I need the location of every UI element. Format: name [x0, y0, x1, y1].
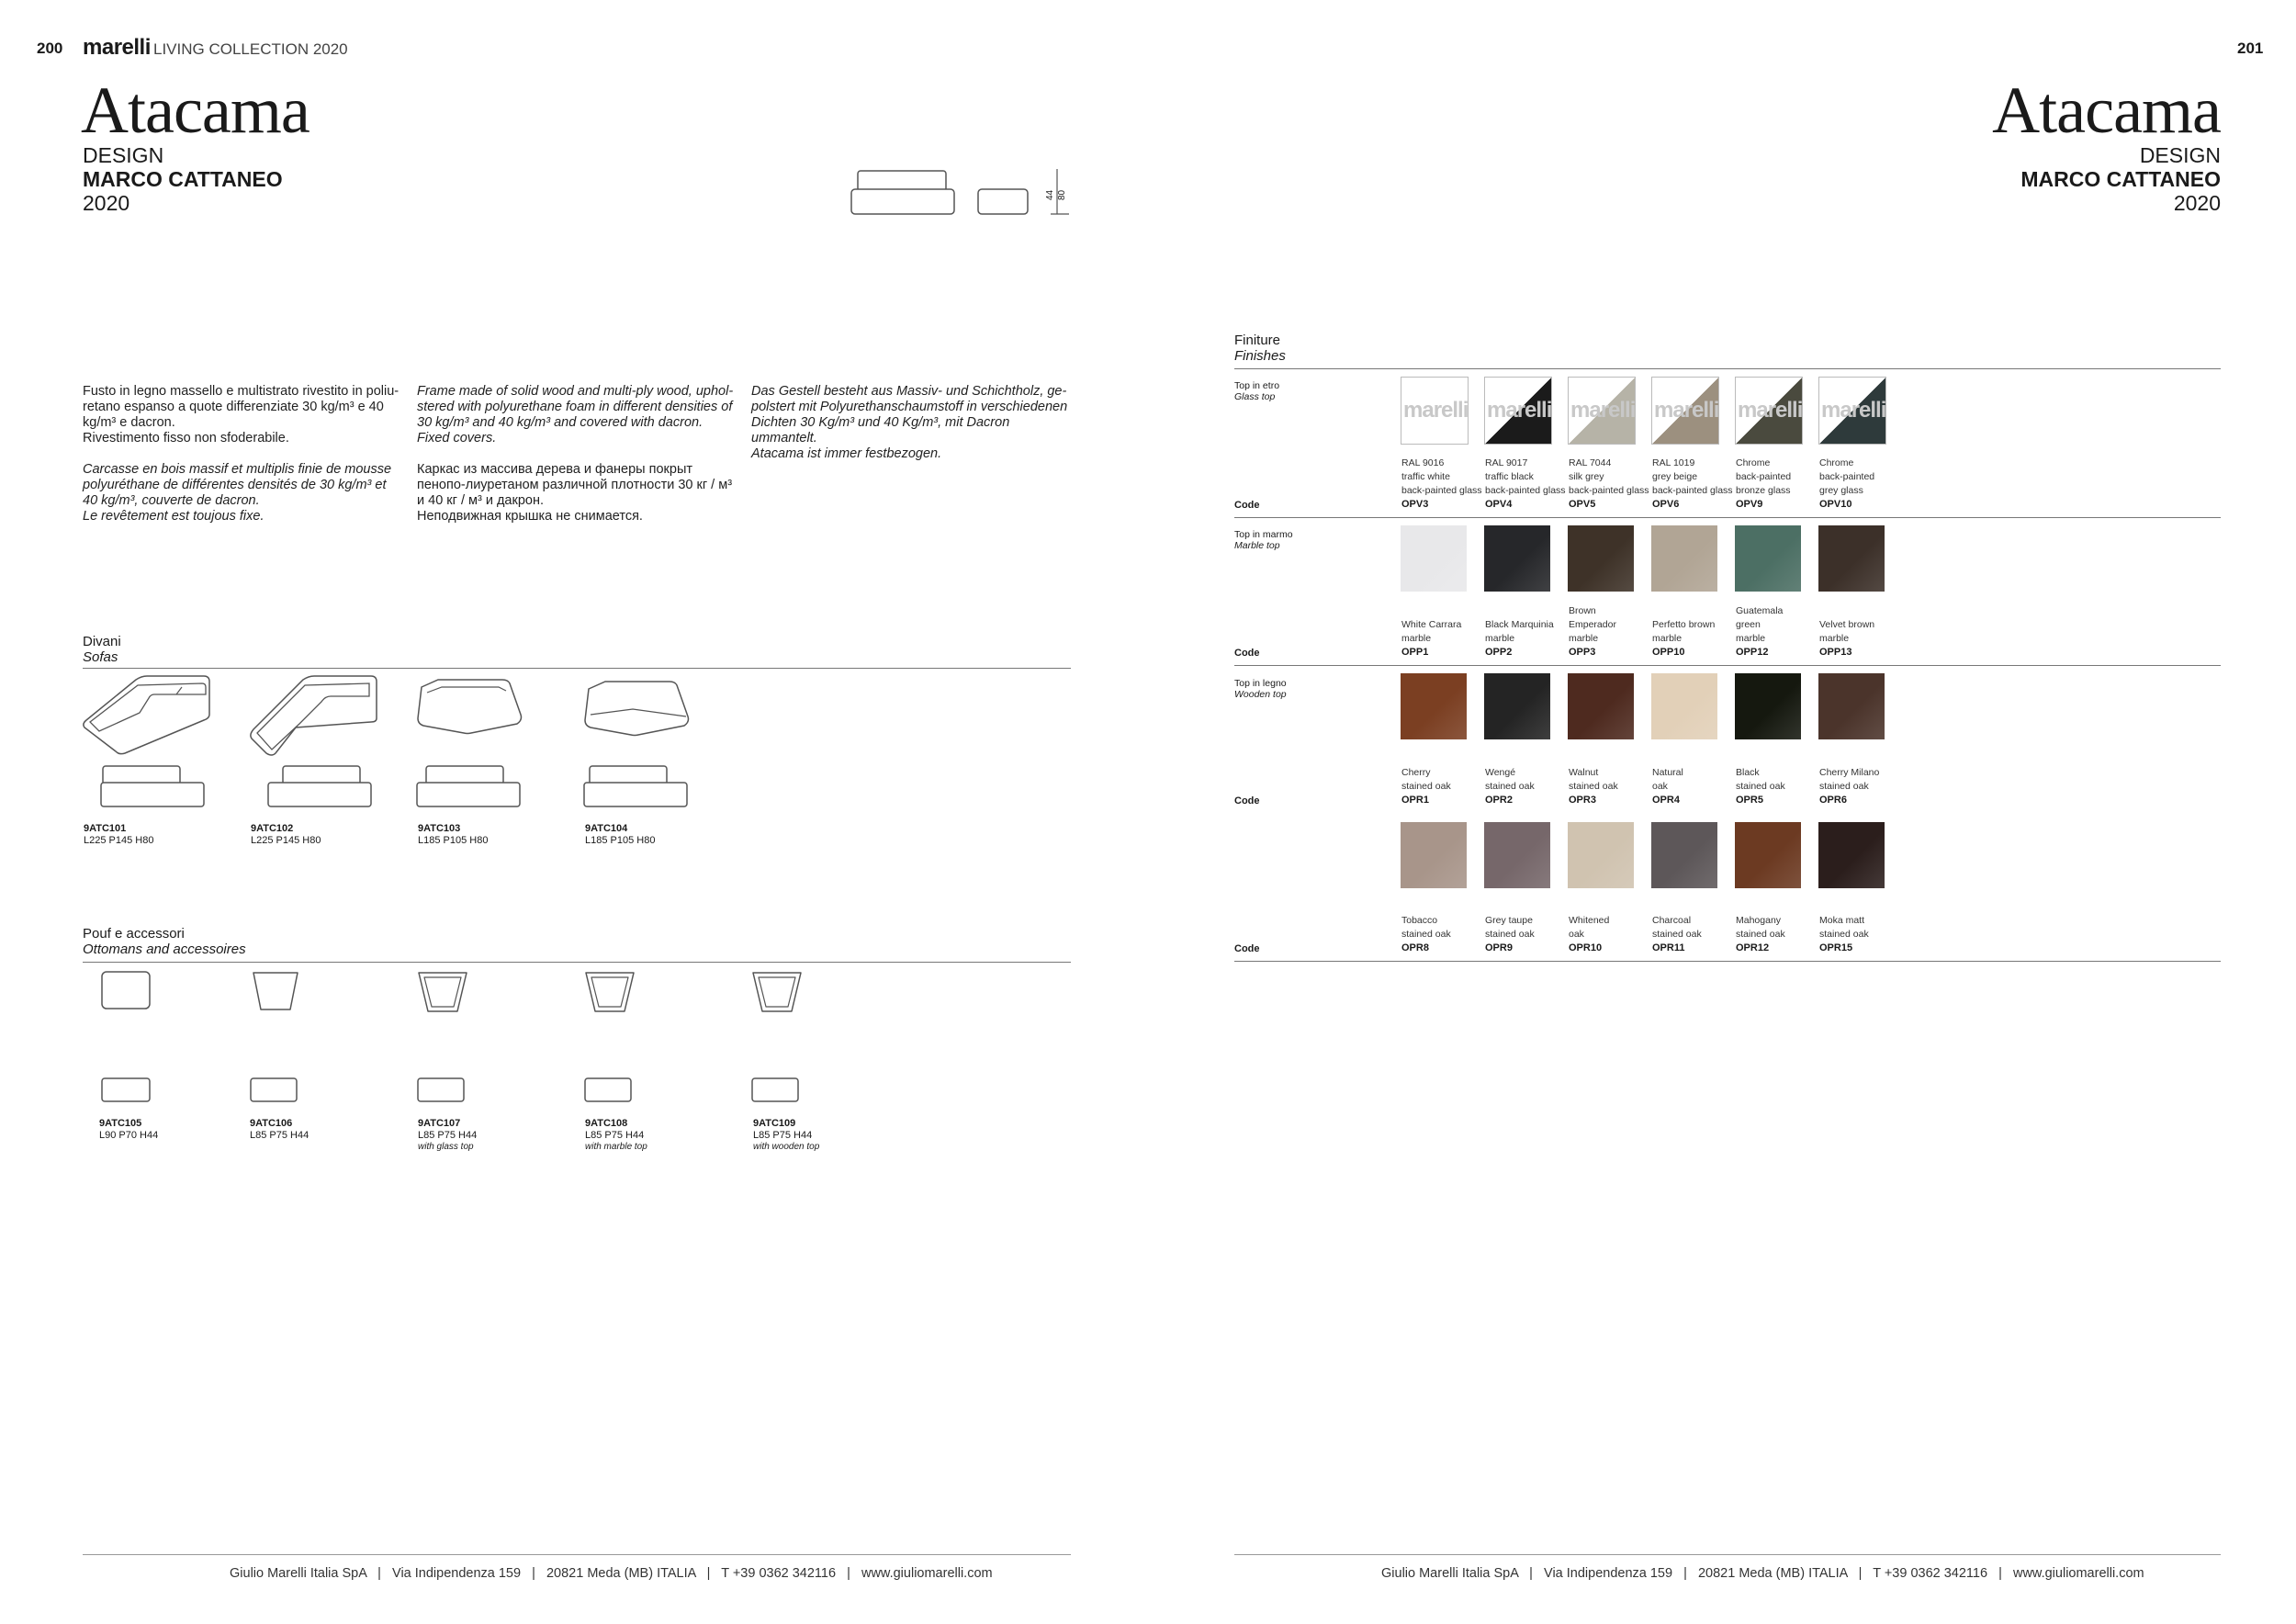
glass-finish-label	[1401, 457, 1493, 498]
product-code: 9ATC108	[585, 1118, 628, 1129]
marble-finish-code: OPP12	[1736, 647, 1769, 658]
sofa-9atc102-front-icon	[268, 764, 374, 810]
swatch-logo-text: marelli	[1403, 398, 1469, 423]
ottoman-item-105	[99, 1118, 158, 1142]
finishes-title: Finiture	[1234, 333, 1281, 348]
finish-label-line: Chrome	[1819, 457, 1854, 468]
finish-label-line: grey beige	[1652, 471, 1698, 482]
ottoman-9atc107-top-icon	[417, 971, 468, 1013]
wood-code-label: Code	[1234, 795, 1260, 806]
glass-swatch-opv10	[1818, 377, 1886, 445]
ottoman-item-107	[418, 1118, 477, 1153]
swatch-logo-text: marelli	[1487, 398, 1552, 423]
wood-finish-code: OPR5	[1736, 795, 1763, 806]
product-code: 9ATC106	[250, 1118, 293, 1129]
finish-label-line: back-painted glass	[1401, 485, 1482, 496]
desc-fr-1: Carcasse en bois massif et multiplis finie de mousse polyuréthane de différentes densités de 30 kg/m³ et 40 kg/m³, couverte de dacron.	[83, 462, 392, 508]
wood2-swatch-opr9	[1484, 822, 1550, 888]
glass-finish-code: OPV10	[1819, 499, 1852, 510]
finish-label-line: Tobacco	[1401, 915, 1438, 926]
sofa-item-102	[251, 823, 321, 847]
wood2-finish-label	[1736, 914, 1828, 942]
wood2-finish-label	[1652, 914, 1744, 942]
page-number-right: 201	[2237, 39, 2264, 57]
wood2-finish-code: OPR10	[1569, 942, 1603, 953]
finish-label-line: stained oak	[1569, 781, 1618, 792]
finish-label-line: RAL 1019	[1652, 457, 1695, 468]
finish-label-line: stained oak	[1819, 781, 1869, 792]
glass-finish-label	[1736, 457, 1828, 498]
wood2-rule	[1234, 961, 2221, 962]
wood-swatch-opr4	[1651, 673, 1717, 739]
finish-label-line: Walnut	[1569, 767, 1599, 778]
wood-swatch-opr2	[1484, 673, 1550, 739]
finish-label-line: back-painted glass	[1652, 485, 1733, 496]
finish-label-line: Velvet brown	[1819, 619, 1875, 630]
brand-logo: marelli	[83, 35, 151, 60]
finish-label-line: RAL 9017	[1485, 457, 1528, 468]
product-code: 9ATC101	[84, 823, 127, 834]
finish-label-line: green	[1736, 619, 1761, 630]
ottomans-title: Pouf e accessori	[83, 926, 185, 942]
wood-finish-code: OPR2	[1485, 795, 1513, 806]
wood2-finish-label	[1485, 914, 1577, 942]
ottoman-9atc105-front-icon	[101, 1077, 152, 1105]
wood-row-sublabel: Wooden top	[1234, 689, 1287, 700]
wood2-finish-label	[1401, 914, 1493, 942]
swatch-logo-text: marelli	[1738, 398, 1803, 423]
marble-swatch-opp13	[1818, 525, 1885, 592]
finish-label-line: Natural	[1652, 767, 1683, 778]
ottoman-9atc105-top-icon	[101, 971, 152, 1011]
finish-label-line: stained oak	[1652, 929, 1702, 940]
wood2-finish-code: OPR11	[1652, 942, 1685, 953]
marble-swatch-opp2	[1484, 525, 1550, 592]
finish-label-line: RAL 7044	[1569, 457, 1612, 468]
wood2-finish-code: OPR12	[1736, 942, 1770, 953]
wood2-swatch-opr12	[1735, 822, 1801, 888]
wood2-swatch-opr8	[1401, 822, 1467, 888]
glass-finish-code: OPV5	[1569, 499, 1596, 510]
desc-de-1: Das Gestell besteht aus Massiv- und Schichtholz, ge-polstert mit Polyurethanschaumstoff in verschiedenen Dichten 30 Kg/m³ und 40 Kg/m³, mit Dacron ummantelt.	[751, 384, 1068, 445]
finish-label-line: Grey taupe	[1485, 915, 1533, 926]
year-left: 2020	[83, 191, 130, 215]
marble-swatch-opp1	[1401, 525, 1467, 592]
finish-label-line: marble	[1652, 633, 1683, 644]
desc-en-1: Frame made of solid wood and multi-ply wood, uphol-stered with polyurethane foam in different densities of 30 kg/m³ and 40 kg/m³ and covered with dacron.	[417, 384, 734, 430]
finishes-subtitle: Finishes	[1234, 348, 1286, 364]
finish-label-line: oak	[1569, 929, 1584, 940]
glass-swatch-opv5	[1568, 377, 1636, 445]
product-dims: L225 P145 H80	[251, 835, 321, 846]
product-code: 9ATC109	[753, 1118, 796, 1129]
ottoman-9atc106-front-icon	[250, 1077, 301, 1105]
finish-label-line: RAL 9016	[1401, 457, 1445, 468]
sofa-item-103	[418, 823, 488, 847]
wood2-swatch-opr15	[1818, 822, 1885, 888]
ottoman-9atc106-top-icon	[250, 971, 301, 1013]
wood-finish-label	[1485, 766, 1577, 794]
designer-name-right: MARCO CATTANEO	[2020, 167, 2221, 191]
ottoman-item-109	[753, 1118, 819, 1153]
finish-label-line: Mahogany	[1736, 915, 1782, 926]
finish-label-line: stained oak	[1401, 781, 1451, 792]
finish-label-line: oak	[1652, 781, 1668, 792]
product-dims: L85 P75 H44	[418, 1130, 478, 1141]
finish-label-line: traffic black	[1485, 471, 1534, 482]
sofa-9atc103-top-icon	[416, 678, 524, 737]
glass-finish-label	[1485, 457, 1577, 498]
finish-label-line: Black Marquinia	[1485, 619, 1554, 630]
glass-swatch-opv3	[1401, 377, 1469, 445]
wood2-swatch-opr11	[1651, 822, 1717, 888]
wood-swatch-opr3	[1568, 673, 1634, 739]
finish-label-line: Perfetto brown	[1652, 619, 1716, 630]
ottoman-9atc108-front-icon	[584, 1077, 636, 1105]
ottoman-item-108	[585, 1118, 647, 1153]
product-dims: L185 P105 H80	[585, 835, 656, 846]
finish-label-line: Wengé	[1485, 767, 1516, 778]
wood-finish-label	[1736, 766, 1828, 794]
wood-finish-code: OPR6	[1819, 795, 1847, 806]
glass-swatch-opv9	[1735, 377, 1803, 445]
sofas-title: Divani	[83, 634, 121, 649]
finish-label-line: silk grey	[1569, 471, 1604, 482]
marble-finish-label	[1569, 604, 1660, 646]
marble-finish-label	[1485, 618, 1577, 646]
design-label-left: DESIGN	[83, 143, 164, 167]
ottoman-9atc109-front-icon	[751, 1077, 803, 1105]
product-dims: L85 P75 H44	[250, 1130, 310, 1141]
footer-right: Giulio Marelli Italia SpA | Via Indipendenza 159 | 20821 Meda (MB) ITALIA | T +39 0362 342116 | www.giuliomarelli.com	[1381, 1566, 2144, 1581]
desc-ru-2: Неподвижная крышка не снимается.	[417, 509, 643, 524]
desc-de-2: Atacama ist immer festbezogen.	[751, 446, 942, 461]
wood-swatch-opr5	[1735, 673, 1801, 739]
description-it-fr	[83, 384, 404, 540]
collection-name: LIVING COLLECTION 2020	[153, 40, 348, 58]
design-label-right: DESIGN	[2139, 143, 2221, 167]
desc-ru-1: Каркас из массива дерева и фанеры покрыт пенопо-лиуретаном различной плотности 30 кг / м³ и 40 кг / м³ и дакрон.	[417, 462, 733, 508]
sofa-9atc101-front-icon	[101, 764, 207, 810]
finish-label-line: marble	[1736, 633, 1766, 644]
finish-label-line: bronze glass	[1736, 485, 1791, 496]
glass-finish-code: OPV9	[1736, 499, 1763, 510]
wood2-finish-label	[1569, 914, 1660, 942]
finish-label-line: Chrome	[1736, 457, 1771, 468]
marble-code-label: Code	[1234, 648, 1260, 659]
dim-height-80: 80	[1057, 189, 1067, 200]
finish-label-line: grey glass	[1819, 485, 1863, 496]
product-note: with glass top	[418, 1142, 474, 1152]
wood-row-label: Top in legno	[1234, 678, 1287, 689]
wood2-finish-code: OPR8	[1401, 942, 1429, 953]
product-dims: L85 P75 H44	[753, 1130, 813, 1141]
finish-label-line: Whitened	[1569, 915, 1610, 926]
finish-label-line: stained oak	[1736, 781, 1785, 792]
finish-label-line: Cherry Milano	[1819, 767, 1880, 778]
finish-label-line: Black	[1736, 767, 1760, 778]
product-code: 9ATC105	[99, 1118, 142, 1129]
ottoman-item-106	[250, 1118, 309, 1142]
finish-label-line: Brown	[1569, 605, 1596, 616]
finish-label-line: stained oak	[1736, 929, 1785, 940]
product-title-left: Atacama	[81, 73, 310, 147]
finish-label-line: back-painted	[1819, 471, 1875, 482]
finish-label-line: stained oak	[1485, 929, 1535, 940]
sofas-subtitle: Sofas	[83, 649, 118, 665]
swatch-logo-text: marelli	[1654, 398, 1719, 423]
sofa-9atc104-front-icon	[584, 764, 690, 810]
glass-rule	[1234, 517, 2221, 518]
marble-swatch-opp10	[1651, 525, 1717, 592]
product-code: 9ATC107	[418, 1118, 461, 1129]
finish-label-line: traffic white	[1401, 471, 1450, 482]
marble-swatch-opp12	[1735, 525, 1801, 592]
finish-label-line: marble	[1401, 633, 1432, 644]
marble-finish-label	[1819, 618, 1911, 646]
finish-label-line: back-painted glass	[1485, 485, 1566, 496]
marble-finish-label	[1736, 604, 1828, 646]
marble-finish-code: OPP2	[1485, 647, 1513, 658]
marble-finish-code: OPP1	[1401, 647, 1429, 658]
wood-finish-label	[1819, 766, 1911, 794]
finish-label-line: back-painted	[1736, 471, 1792, 482]
dim-height-44: 44	[1045, 189, 1055, 200]
product-code: 9ATC102	[251, 823, 294, 834]
glass-finish-label	[1652, 457, 1744, 498]
marble-row-label: Top in marmo	[1234, 529, 1293, 540]
glass-finish-label	[1569, 457, 1660, 498]
finish-label-line: Emperador	[1569, 619, 1616, 630]
finish-label-line: stained oak	[1485, 781, 1535, 792]
finish-label-line: stained oak	[1401, 929, 1451, 940]
marble-finish-code: OPP10	[1652, 647, 1685, 658]
ottomans-subtitle: Ottomans and accessoires	[83, 942, 246, 957]
wood-finish-label	[1401, 766, 1493, 794]
sofa-item-104	[585, 823, 655, 847]
finish-label-line: Charcoal	[1652, 915, 1692, 926]
finish-label-line: White Carrara	[1401, 619, 1462, 630]
product-dims: L85 P75 H44	[585, 1130, 645, 1141]
finish-label-line: Cherry	[1401, 767, 1431, 778]
wood2-swatch-opr10	[1568, 822, 1634, 888]
product-dims: L225 P145 H80	[84, 835, 154, 846]
glass-finish-code: OPV6	[1652, 499, 1680, 510]
wood-finish-code: OPR3	[1569, 795, 1596, 806]
product-code: 9ATC104	[585, 823, 628, 834]
glass-code-label: Code	[1234, 500, 1260, 511]
marble-finish-label	[1401, 618, 1493, 646]
wood-finish-label	[1569, 766, 1660, 794]
sofa-9atc103-front-icon	[417, 764, 523, 810]
glass-row-label: Top in etro	[1234, 380, 1280, 391]
finish-label-line: Guatemala	[1736, 605, 1784, 616]
footer-rule-left	[83, 1554, 1071, 1555]
glass-finish-code: OPV3	[1401, 499, 1429, 510]
footer-left: Giulio Marelli Italia SpA | Via Indipendenza 159 | 20821 Meda (MB) ITALIA | T +39 0362 342116 | www.giuliomarelli.com	[230, 1566, 993, 1581]
sofa-item-101	[84, 823, 153, 847]
product-code: 9ATC103	[418, 823, 461, 834]
sofas-rule	[83, 668, 1071, 669]
ottomans-rule	[83, 962, 1071, 963]
finish-label-line: marble	[1819, 633, 1850, 644]
sofa-9atc104-top-icon	[583, 680, 692, 739]
wood2-finish-label	[1819, 914, 1911, 942]
product-dims: L185 P105 H80	[418, 835, 489, 846]
swatch-logo-text: marelli	[1570, 398, 1636, 423]
product-note: with wooden top	[753, 1142, 820, 1152]
product-dims: L90 P70 H44	[99, 1130, 159, 1141]
desc-it-2: Rivestimento fisso non sfoderabile.	[83, 431, 289, 445]
glass-finish-code: OPV4	[1485, 499, 1513, 510]
glass-swatch-opv4	[1484, 377, 1552, 445]
wood2-finish-code: OPR15	[1819, 942, 1853, 953]
page-number-left: 200	[37, 39, 63, 57]
marble-finish-label	[1652, 618, 1744, 646]
designer-name-left: MARCO CATTANEO	[83, 167, 283, 191]
product-note: with marble top	[585, 1142, 647, 1152]
desc-it-1: Fusto in legno massello e multistrato rivestito in poliu-retano espanso a quote differenziate 30 kg/m³ e 40 kg/m³ e dacron.	[83, 384, 400, 430]
sofa-9atc102-top-icon	[248, 674, 381, 757]
desc-en-2: Fixed covers.	[417, 431, 497, 445]
wood-finish-label	[1652, 766, 1744, 794]
footer-rule-right	[1234, 1554, 2221, 1555]
finish-label-line: back-painted glass	[1569, 485, 1649, 496]
finish-label-line: marble	[1569, 633, 1599, 644]
glass-swatch-opv6	[1651, 377, 1719, 445]
description-en-ru	[417, 384, 738, 540]
glass-finish-label	[1819, 457, 1911, 498]
sofa-9atc101-top-icon	[81, 674, 214, 757]
marble-swatch-opp3	[1568, 525, 1634, 592]
ottoman-9atc107-front-icon	[417, 1077, 468, 1105]
ottoman-9atc109-top-icon	[751, 971, 803, 1013]
finish-label-line: Moka matt	[1819, 915, 1865, 926]
marble-rule	[1234, 665, 2221, 666]
wood-finish-code: OPR1	[1401, 795, 1429, 806]
finishes-rule	[1234, 368, 2221, 369]
marble-finish-code: OPP13	[1819, 647, 1852, 658]
ottoman-9atc108-top-icon	[584, 971, 636, 1013]
finish-label-line: stained oak	[1819, 929, 1869, 940]
wood-swatch-opr6	[1818, 673, 1885, 739]
wood-finish-code: OPR4	[1652, 795, 1680, 806]
swatch-logo-text: marelli	[1821, 398, 1886, 423]
finish-label-line: marble	[1485, 633, 1515, 644]
wood2-finish-code: OPR9	[1485, 942, 1513, 953]
product-title-right: Atacama	[1992, 73, 2221, 147]
description-de	[751, 384, 1073, 478]
year-right: 2020	[2173, 191, 2221, 215]
marble-row-sublabel: Marble top	[1234, 540, 1280, 551]
desc-fr-2: Le revêtement est toujous fixe.	[83, 509, 264, 524]
marble-finish-code: OPP3	[1569, 647, 1596, 658]
wood2-code-label: Code	[1234, 943, 1260, 954]
wood-swatch-opr1	[1401, 673, 1467, 739]
glass-row-sublabel: Glass top	[1234, 391, 1276, 402]
